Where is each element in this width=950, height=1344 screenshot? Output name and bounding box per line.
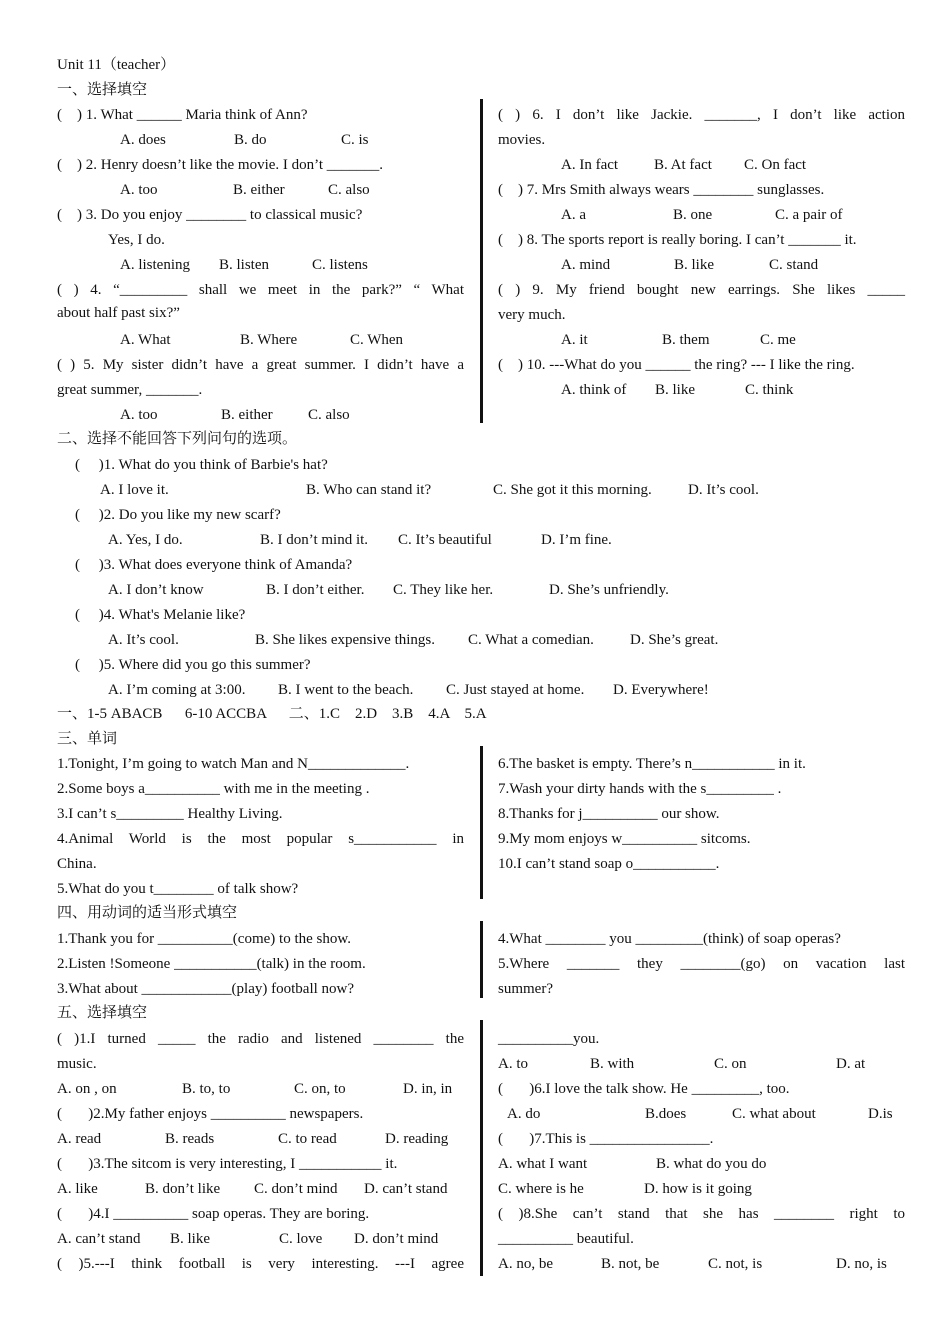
option-c: C. What a comedian. [468, 632, 594, 648]
vocab-item-7: 7.Wash your dirty hands with the s_________ . [498, 781, 782, 797]
option-b: B. Where [240, 332, 298, 348]
verb-item-5-cont: summer? [498, 981, 553, 997]
question-stem-cont: __________ beautiful. [498, 1231, 634, 1247]
column-divider [480, 921, 483, 998]
option-c: C. also [328, 182, 370, 198]
vocab-item-2: 2.Some boys a__________ with me in the meeting . [57, 781, 370, 797]
option-d: D. no, is [836, 1256, 887, 1272]
option-a: A. listening [120, 257, 190, 273]
vocab-item-5: 5.What do you t________ of talk show? [57, 881, 299, 897]
option-b: B. either [221, 407, 273, 423]
question-stem: ( )3. What does everyone think of Amanda? [75, 557, 353, 573]
question-stem: ( ) 5. My sister didn’t have a great summer. I didn’t have a [57, 357, 464, 373]
option-a: A. no, be [498, 1256, 553, 1272]
question-stem: ( )5. Where did you go this summer? [75, 657, 311, 673]
question-stem: ( ) 1. What ______ Maria think of Ann? [57, 107, 308, 123]
question-stem: ( )3.The sitcom is very interesting, I ___________ it. [57, 1156, 398, 1172]
question-stem: ( ) 6. I don’t like Jackie. _______, I don’t like action [498, 107, 905, 123]
option-c: C. listens [312, 257, 368, 273]
vocab-item-9: 9.My mom enjoys w__________ sitcoms. [498, 831, 751, 847]
option-a: A. read [57, 1131, 102, 1147]
question-stem-cont: about half past six?” [57, 305, 180, 321]
option-c: C. stand [769, 257, 819, 273]
question-stem: ( )4. What's Melanie like? [75, 607, 246, 623]
option-a: A. to [498, 1056, 528, 1072]
vocab-item-8: 8.Thanks for j__________ our show. [498, 806, 720, 822]
option-b: B. do [234, 132, 267, 148]
option-b: B. one [673, 207, 713, 223]
option-c: C. She got it this morning. [493, 482, 652, 498]
column-divider [480, 1020, 483, 1276]
option-b: B. I don’t mind it. [260, 532, 369, 548]
option-b: B. like [674, 257, 714, 273]
option-b: B. I went to the beach. [278, 682, 414, 698]
option-c: C. They like her. [393, 582, 494, 598]
question-stem: ( )7.This is ________________. [498, 1131, 714, 1147]
section-2-heading: 二、选择不能回答下列问句的选项。 [57, 431, 298, 447]
option-c: C. where is he [498, 1181, 584, 1197]
option-b: B. I don’t either. [266, 582, 365, 598]
question-stem-cont: __________you. [498, 1031, 600, 1047]
option-b: B. At fact [654, 157, 712, 173]
option-a: A. It’s cool. [108, 632, 179, 648]
option-a: A. too [120, 182, 158, 198]
option-c: C. When [350, 332, 404, 348]
question-stem: ( )4.I __________ soap operas. They are boring. [57, 1206, 370, 1222]
column-divider [480, 746, 483, 899]
option-d: D.is [868, 1106, 893, 1122]
vocab-item-4-cont: China. [57, 856, 97, 872]
question-stem-cont: music. [57, 1056, 97, 1072]
option-c: C. love [279, 1231, 323, 1247]
vocab-item-6: 6.The basket is empty. There’s n___________ in it. [498, 756, 806, 772]
vocab-item-10: 10.I can’t stand soap o___________. [498, 856, 720, 872]
question-stem: ( ) 2. Henry doesn’t like the movie. I don’t _______. [57, 157, 384, 173]
option-c: C. me [760, 332, 796, 348]
option-a: A. think of [561, 382, 627, 398]
option-a: A. it [561, 332, 588, 348]
option-c: C. to read [278, 1131, 337, 1147]
option-d: D. She’s unfriendly. [549, 582, 669, 598]
question-stem-cont: movies. [498, 132, 546, 148]
option-b: B. listen [219, 257, 270, 273]
option-d: D. Everywhere! [613, 682, 709, 698]
question-stem-cont: very much. [498, 307, 566, 323]
question-stem: ( )1. What do you think of Barbie's hat? [75, 457, 328, 473]
option-c: C. a pair of [775, 207, 843, 223]
option-c: C. On fact [744, 157, 807, 173]
option-c: C. think [745, 382, 794, 398]
option-c: C. also [308, 407, 350, 423]
option-d: D. She’s great. [630, 632, 719, 648]
option-a: A. what I want [498, 1156, 588, 1172]
option-a: A. In fact [561, 157, 619, 173]
question-stem-cont: great summer, _______. [57, 382, 203, 398]
option-a: A. What [120, 332, 171, 348]
verb-item-4: 4.What ________ you _________(think) of soap operas? [498, 931, 841, 947]
option-b: B.does [645, 1106, 687, 1122]
option-b: B. with [590, 1056, 635, 1072]
option-c: C. what about [732, 1106, 816, 1122]
option-c: C. on, to [294, 1081, 346, 1097]
option-d: D. It’s cool. [688, 482, 759, 498]
question-stem: ( )1.I turned _____ the radio and listened ________ the [57, 1031, 464, 1047]
option-a: A. a [561, 207, 586, 223]
option-d: D. I’m fine. [541, 532, 612, 548]
option-c: C. on [714, 1056, 747, 1072]
option-b: B. like [655, 382, 695, 398]
column-divider [480, 99, 483, 423]
option-b: B. don’t like [145, 1181, 221, 1197]
question-stem: ( )8.She can’t stand that she has ________ right to [498, 1206, 905, 1222]
option-a: A. on , on [57, 1081, 117, 1097]
option-b: B. either [233, 182, 285, 198]
option-a: A. I don’t know [108, 582, 204, 598]
vocab-item-3: 3.I can’t s_________ Healthy Living. [57, 806, 283, 822]
question-stem: ( )2. Do you like my new scarf? [75, 507, 281, 523]
question-stem: ( ) 10. ---What do you ______ the ring? --- I like the ring. [498, 357, 855, 373]
question-stem: ( )6.I love the talk show. He _________, too. [498, 1081, 790, 1097]
answer-key: 一、1-5 ABACB 6-10 ACCBA 二、1.C 2.D 3.B 4.A 5.A [57, 706, 487, 722]
page-title: Unit 11（teacher） [57, 57, 176, 73]
option-d: D. can’t stand [364, 1181, 448, 1197]
verb-item-1: 1.Thank you for __________(come) to the show. [57, 931, 351, 947]
option-b: B. to, to [182, 1081, 231, 1097]
option-b: B. not, be [601, 1256, 660, 1272]
option-b: B. like [170, 1231, 210, 1247]
option-a: A. can’t stand [57, 1231, 141, 1247]
question-stem: ( ) 3. Do you enjoy ________ to classical music? [57, 207, 363, 223]
option-c: C. It’s beautiful [398, 532, 492, 548]
option-b: B. Who can stand it? [306, 482, 432, 498]
option-b: B. what do you do [656, 1156, 767, 1172]
option-d: D. reading [385, 1131, 449, 1147]
verb-item-5: 5.Where _______ they ________(go) on vacation last [498, 956, 905, 972]
option-a: A. too [120, 407, 158, 423]
question-stem: ( ) 8. The sports report is really boring. I can’t _______ it. [498, 232, 857, 248]
section-4-heading: 四、用动词的适当形式填空 [57, 905, 238, 921]
option-c: C. is [341, 132, 369, 148]
section-3-heading: 三、单词 [57, 731, 118, 747]
vocab-item-1: 1.Tonight, I’m going to watch Man and N_____________. [57, 756, 410, 772]
question-stem: ( )2.My father enjoys __________ newspapers. [57, 1106, 364, 1122]
option-d: D. don’t mind [354, 1231, 439, 1247]
vocab-item-4: 4.Animal World is the most popular s___________ in [57, 831, 464, 847]
verb-item-2: 2.Listen !Someone ___________(talk) in the room. [57, 956, 366, 972]
option-c: C. not, is [708, 1256, 763, 1272]
question-stem: ( ) 4. “_________ shall we meet in the park?” “ What [57, 282, 464, 298]
option-b: B. them [662, 332, 710, 348]
option-a: A. I love it. [100, 482, 169, 498]
option-d: D. at [836, 1056, 866, 1072]
question-stem: ( ) 9. My friend bought new earrings. She likes _____ [498, 282, 905, 298]
option-c: C. don’t mind [254, 1181, 338, 1197]
option-c: C. Just stayed at home. [446, 682, 585, 698]
option-b: B. She likes expensive things. [255, 632, 435, 648]
question-stem: ( )5.---I think football is very interesting. ---I agree [57, 1256, 464, 1272]
option-d: D. how is it going [644, 1181, 752, 1197]
section-5-heading: 五、选择填空 [57, 1005, 148, 1021]
section-1-heading: 一、选择填空 [57, 82, 148, 98]
option-a: A. does [120, 132, 166, 148]
option-a: A. I’m coming at 3:00. [108, 682, 246, 698]
option-a: A. like [57, 1181, 98, 1197]
option-a: A. do [507, 1106, 541, 1122]
reply-text: Yes, I do. [108, 232, 165, 248]
option-a: A. Yes, I do. [108, 532, 183, 548]
question-stem: ( ) 7. Mrs Smith always wears ________ sunglasses. [498, 182, 825, 198]
option-a: A. mind [561, 257, 611, 273]
option-d: D. in, in [403, 1081, 453, 1097]
verb-item-3: 3.What about ____________(play) football now? [57, 981, 355, 997]
option-b: B. reads [165, 1131, 215, 1147]
